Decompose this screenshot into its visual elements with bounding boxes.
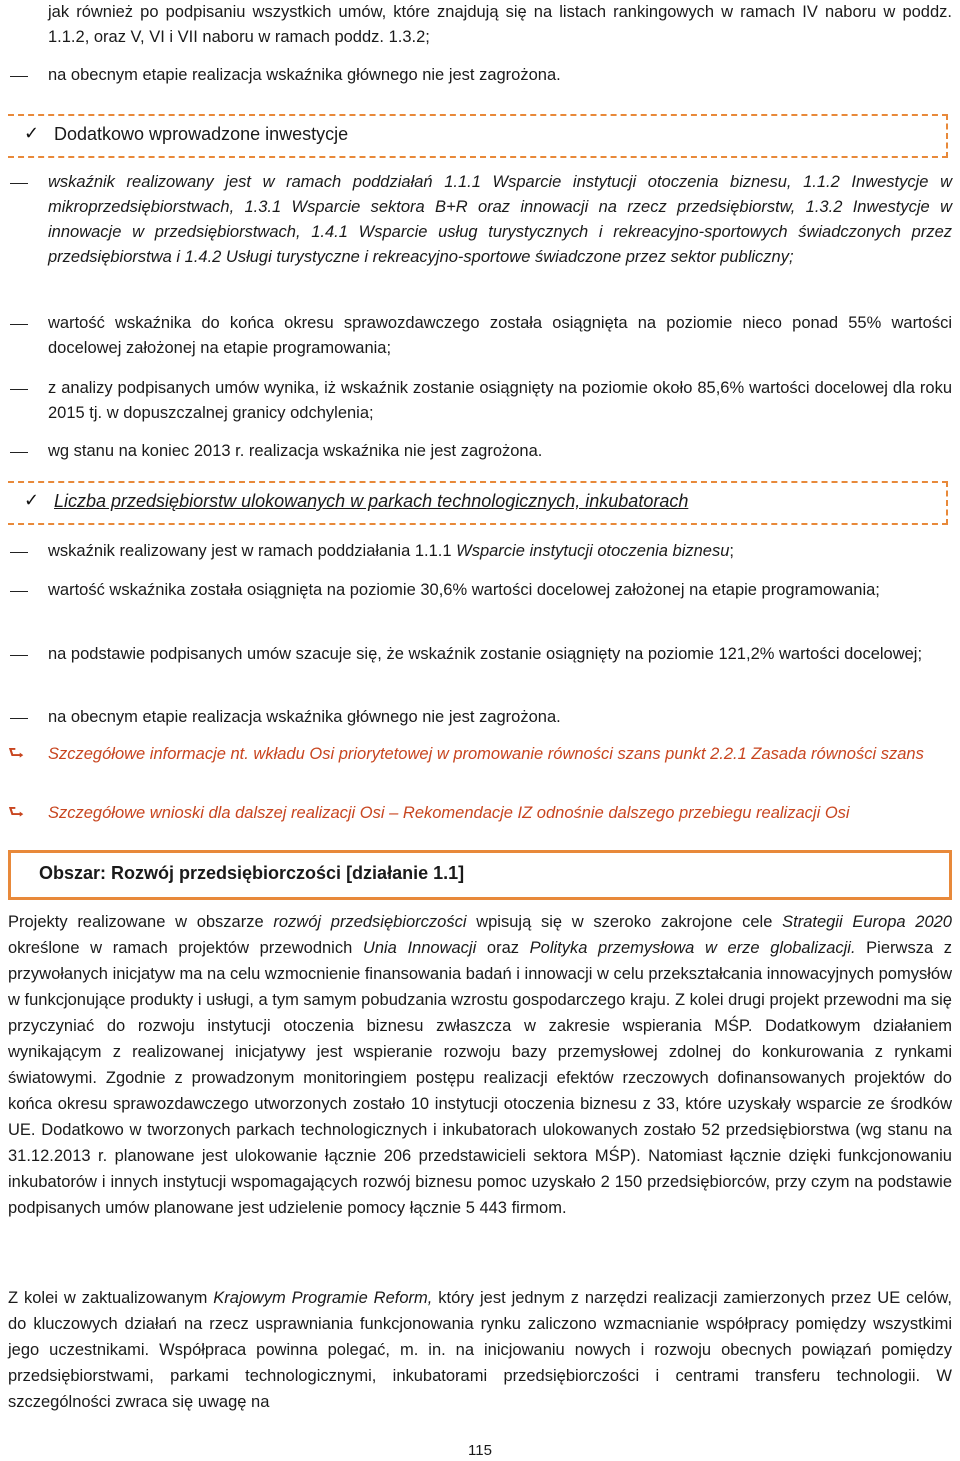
- paragraph-text: określone w ramach projektów przewodnich: [8, 939, 363, 957]
- cross-reference-link[interactable]: [0, 801, 960, 827]
- arrow-return-icon: ⮑: [8, 802, 25, 823]
- section-heading-box: [8, 114, 948, 158]
- list-item: wg stanu na koniec 2013 r. realizacja wskaźnika nie jest zagrożona.: [48, 442, 543, 460]
- list-item: wartość wskaźnika została osiągnięta na poziomie 30,6% wartości docelowej założonej na etapie programowania;: [48, 581, 880, 599]
- section-heading: Liczba przedsiębiorstw ulokowanych w parkach technologicznych, inkubatorach: [54, 491, 689, 511]
- list-item: wskaźnik realizowany jest w ramach poddziałań 1.1.1 Wsparcie instytucji otoczenia biznesu, 1.1.2 Inwestycje w mikroprzedsiębiorstwach, 1.3.1 Wsparcie sektora B+R oraz innowacji na rzecz przedsiębiorstw, 1.3.2 Inwestycje w innowacje w przedsiębiorstwach, 1.4.1 Wsparcie usług turystycznych i rekreacyjno-sportowych świadczonych przez przedsiębiorstwa i 1.4.2 Usługi turystyczne i rekreacyjno-sportowe świadczone przez sektor publiczny;: [48, 173, 952, 266]
- dash-bullet-icon: [10, 552, 28, 553]
- dash-bullet-icon: [10, 183, 28, 184]
- paragraph-emphasis: Strategii Europa 2020: [782, 913, 952, 931]
- paragraph-emphasis: Unia Innowacji: [362, 939, 477, 957]
- dash-bullet-icon: [10, 718, 28, 719]
- body-paragraph: [8, 1285, 952, 1415]
- list-item: na obecnym etapie realizacja wskaźnika głównego nie jest zagrożona.: [48, 66, 561, 84]
- cross-reference-link[interactable]: [0, 742, 960, 792]
- section-heading: Dodatkowo wprowadzone inwestycje: [54, 124, 349, 144]
- section-heading-box: [8, 481, 948, 525]
- check-icon: ✓: [24, 490, 40, 511]
- paragraph-emphasis: rozwój przedsiębiorczości: [273, 913, 467, 931]
- list-item: na podstawie podpisanych umów szacuje się, że wskaźnik zostanie osiągnięty na poziomie 121,2% wartości docelowej;: [48, 645, 923, 663]
- paragraph-text: oraz: [476, 939, 530, 957]
- link-text[interactable]: Szczegółowe wnioski dla dalszej realizacji Osi – Rekomendacje IZ odnośnie dalszego przebiegu realizacji Osi: [48, 804, 850, 822]
- body-paragraph: [8, 909, 952, 1221]
- area-title: Obszar: Rozwój przedsiębiorczości [działanie 1.1]: [39, 863, 465, 883]
- paragraph-emphasis: Polityka przemysłowa w erze globalizacji.: [529, 939, 856, 957]
- dash-bullet-icon: [10, 591, 28, 592]
- check-icon: ✓: [24, 123, 40, 144]
- area-title-box: [8, 850, 952, 900]
- dash-bullet-icon: [10, 452, 28, 453]
- paragraph-text: Projekty realizowane w obszarze: [8, 913, 274, 931]
- list-item-text: wskaźnik realizowany jest w ramach poddziałania 1.1.1: [48, 542, 457, 560]
- arrow-return-icon: ⮑: [8, 743, 25, 764]
- dash-bullet-icon: [10, 324, 28, 325]
- list-item-text: ;: [729, 542, 735, 560]
- list-item: [48, 539, 952, 564]
- list-item: z analizy podpisanych umów wynika, iż wskaźnik zostanie osiągnięty na poziomie około 85,6% wartości docelowej dla roku 2015 tj. w dopuszczalnej granicy odchylenia;: [48, 379, 952, 422]
- dash-bullet-icon: [10, 76, 28, 77]
- paragraph-text: Z kolei w zaktualizowanym: [8, 1289, 214, 1307]
- paragraph-text: Pierwsza z przywołanych inicjatyw ma na celu wzmocnienie finansowania badań i innowacji w celu przekształcania innowacyjnych pomysłów w funkcjonujące produkty i usługi, a tym samym pobudzania wzrostu gospodarczego kraju. Z kolei drugi projekt przewodni ma się przyczyniać do rozwoju instytucji otoczenia biznesu zwłaszcza w zakresie wspierania MŚP. Dodatkowym działaniem wynikającym z realizowanej inicjatywy jest wspieranie rozwoju bazy przemysłowej zdolnej do konkurowania z rynkami światowymi. Zgodnie z prowadzonym monitoringiem postępu realizacji efektów rzeczowych dofinansowanych projektów do końca okresu sprawozdawczego utworzonych zostało 10 instytucji otoczenia biznesu z 33, które uzyskały wsparcie ze środków UE. Dodatkowo w tworzonych parkach technologicznych i inkubatorach ulokowanych zostało 52 przedsiębiorstwa (wg stanu na 31.12.2013 r. planowane jest ulokowanie łącznie 206 przedstawicieli sektora MŚP). Natomiast łącznie dzięki funkcjonowaniu inkubatorów i innych instytucji wspomagających rozwój biznesu pomoc uzyskało 2 150 przedsiębiorców, przy czym na podstawie podpisanych umów planowane jest udzielenie pomocy łącznie 5 443 firmom.: [8, 939, 952, 1217]
- page-number: 115: [468, 1442, 492, 1459]
- continuation-paragraph: jak również po podpisaniu wszystkich umów, które znajdują się na listach rankingowych w ramach IV naboru w poddz. 1.1.2, oraz V, VI i VII naboru w ramach poddz. 1.3.2;: [48, 3, 952, 46]
- list-item: na obecnym etapie realizacja wskaźnika głównego nie jest zagrożona.: [48, 708, 561, 726]
- dash-bullet-icon: [10, 389, 28, 390]
- paragraph-text: wpisują się w szeroko zakrojone cele: [466, 913, 783, 931]
- dash-bullet-icon: [10, 655, 28, 656]
- paragraph-emphasis: Krajowym Programie Reform,: [213, 1289, 433, 1307]
- list-item-emphasis: Wsparcie instytucji otoczenia biznesu: [456, 542, 730, 560]
- list-item: wartość wskaźnika do końca okresu sprawozdawczego została osiągnięta na poziomie nieco ponad 55% wartości docelowej założonej na etapie programowania;: [48, 314, 952, 357]
- link-text[interactable]: Szczegółowe informacje nt. wkładu Osi priorytetowej w promowanie równości szans punkt 2.2.1 Zasada równości szans: [48, 745, 924, 763]
- paragraph-text: który jest jednym z narzędzi realizacji zamierzonych przez UE celów, do kluczowych działań na rzecz usprawniania funkcjonowania rynku zaliczono wzmacnianie współpracy pomiędzy wszystkimi jego uczestnikami. Współpraca powinna polegać, m. in. na inicjowaniu nowych i rozwoju obecnych powiązań pomiędzy przedsiębiorstwami, parkami technologicznymi, inkubatorami przedsiębiorczości i centrami transferu technologii. W szczególności zwraca się uwagę na: [8, 1289, 952, 1411]
